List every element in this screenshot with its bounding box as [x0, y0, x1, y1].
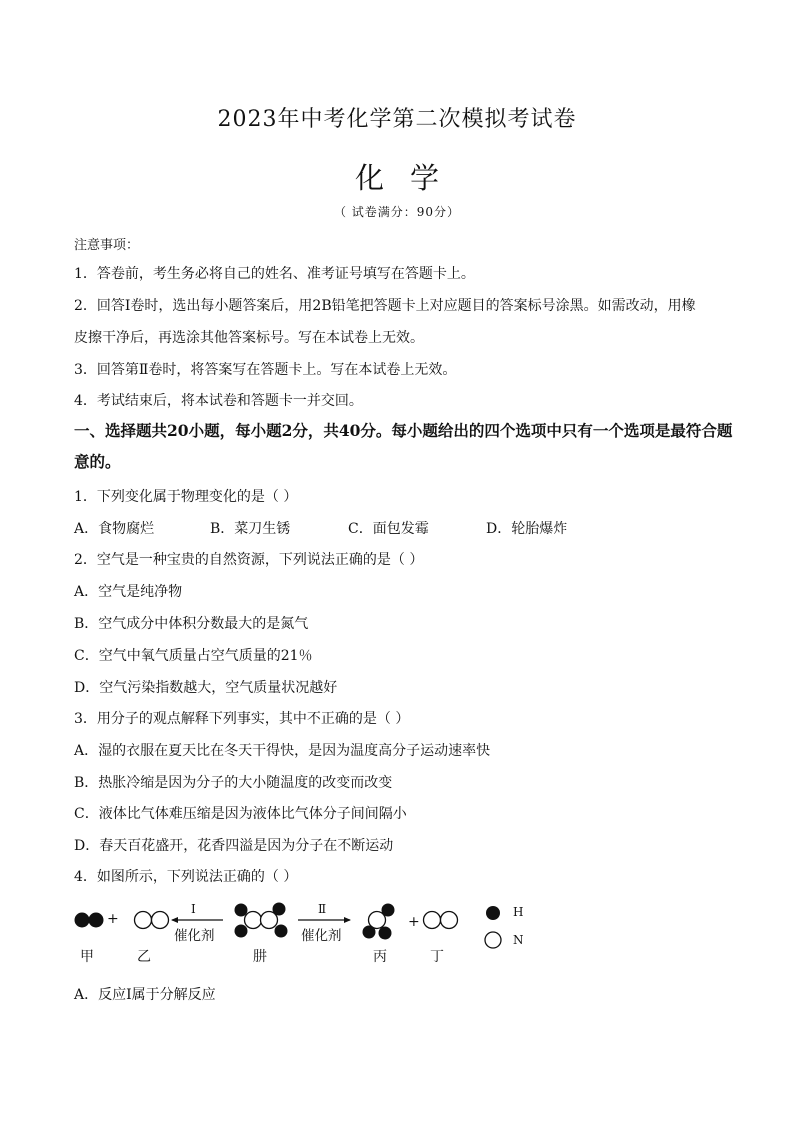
legend-h-symbol: [486, 906, 500, 920]
h-atom: [89, 913, 103, 927]
option-c: C．液体比气体难压缩是因为液体比气体分子间间隔小: [74, 806, 407, 822]
option-d: D．春天百花盛开，花香四溢是因为分子在不断运动: [74, 838, 394, 854]
h-atom: [379, 927, 392, 940]
section-heading: 一、选择题共20小题，每小题2分，共40分。每小题给出的四个选项中只有一个选项是最符合题意的。: [74, 421, 733, 471]
notes-heading: 注意事项：: [74, 238, 140, 253]
species-label: 丙: [373, 949, 387, 965]
question-stem: 3．用分子的观点解释下列事实，其中不正确的是（ ）: [74, 711, 410, 727]
h-atom: [235, 925, 248, 938]
catalyst-label: 催化剂: [174, 928, 215, 944]
option-b: B．空气成分中体积分数最大的是氮气: [74, 616, 309, 632]
species-label: 肼: [253, 949, 267, 965]
question-stem: 2．空气是一种宝贵的自然资源，下列说法正确的是（ ）: [74, 552, 424, 568]
note-item: 3．回答第Ⅱ卷时，将答案写在答题卡上。写在本试卷上无效。: [74, 362, 457, 378]
legend-h-label: H: [513, 905, 524, 919]
subject-title: 化学: [354, 161, 465, 195]
note-item: 2．回答Ⅰ卷时，选出每小题答案后，用2B铅笔把答题卡上对应题目的答案标号涂黑。如需改动，用橡: [74, 298, 696, 314]
option-c: C．空气中氧气质量占空气质量的21％: [74, 648, 313, 664]
exam-title: 2023年中考化学第二次模拟考试卷: [217, 107, 577, 132]
h-atom: [275, 925, 288, 938]
reaction-diagram: [70, 898, 570, 968]
catalyst-label: 催化剂: [301, 928, 342, 944]
option-a: A．湿的衣服在夏天比在冬天干得快，是因为温度高分子运动速率快: [74, 743, 491, 759]
question-stem: 1．下列变化属于物理变化的是（ ）: [74, 489, 298, 505]
h-atom: [235, 904, 248, 917]
question-stem: 4．如图所示，下列说法正确的（ ）: [74, 869, 298, 885]
n-atom: [245, 912, 262, 929]
option-b: B．菜刀生锈: [210, 521, 291, 537]
option-d: D．轮胎爆炸: [486, 521, 568, 537]
score-note: （ 试卷满分：90分）: [333, 205, 461, 219]
h-atom: [273, 903, 286, 916]
option-b: B．热胀冷缩是因为分子的大小随温度的改变而改变: [74, 775, 393, 791]
legend-n-symbol: [485, 932, 501, 948]
plus-sign: +: [408, 914, 420, 930]
option-a: A．食物腐烂: [74, 521, 155, 537]
h-atom: [382, 904, 395, 917]
note-item: 皮擦干净后，再选涂其他答案标号。写在本试卷上无效。: [74, 330, 424, 346]
h-atom: [75, 913, 89, 927]
n-atom: [424, 912, 441, 929]
option-c: C．面包发霉: [348, 521, 429, 537]
reaction-2-label: Ⅱ: [318, 902, 327, 916]
n-atom: [441, 912, 458, 929]
n-atom: [135, 912, 152, 929]
n-atom: [152, 912, 169, 929]
option-a: A．反应Ⅰ属于分解反应: [74, 987, 216, 1003]
note-item: 1．答卷前，考生务必将自己的姓名、准考证号填写在答题卡上。: [74, 266, 475, 282]
arrowhead-1: [171, 917, 178, 923]
species-label: 乙: [137, 949, 151, 965]
arrowhead-2: [344, 917, 351, 923]
h-atom: [363, 926, 376, 939]
species-label: 甲: [80, 949, 94, 965]
plus-sign: +: [107, 911, 119, 927]
note-item: 4．考试结束后，将本试卷和答题卡一并交回。: [74, 393, 363, 409]
reaction-1-label: Ⅰ: [191, 902, 196, 916]
legend-n-label: N: [513, 933, 524, 947]
option-d: D．空气污染指数越大，空气质量状况越好: [74, 680, 338, 696]
species-label: 丁: [430, 949, 444, 965]
option-a: A．空气是纯净物: [74, 584, 183, 600]
